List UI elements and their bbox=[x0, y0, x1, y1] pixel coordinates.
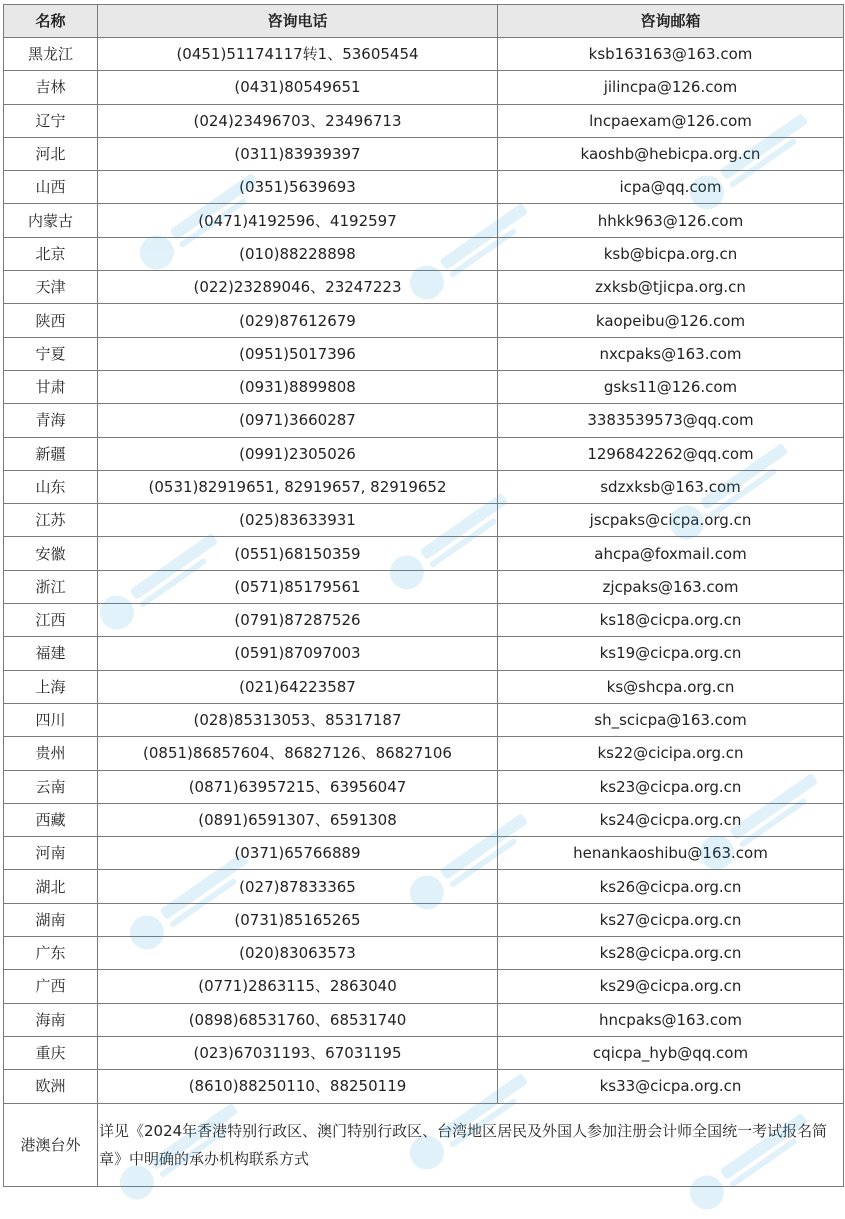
email-cell: ks23@cicpa.org.cn bbox=[498, 770, 844, 803]
table-row bbox=[4, 271, 844, 304]
email-cell: hhkk963@126.com bbox=[498, 204, 844, 237]
table-row bbox=[4, 737, 844, 770]
email-cell: ks28@cicpa.org.cn bbox=[498, 937, 844, 970]
email-cell: ahcpa@foxmail.com bbox=[498, 537, 844, 570]
region-name-cell: 新疆 bbox=[4, 437, 98, 470]
table-row bbox=[4, 770, 844, 803]
region-name-cell: 湖南 bbox=[4, 903, 98, 936]
phone-cell: (0471)4192596、4192597 bbox=[98, 204, 498, 237]
table-row bbox=[4, 504, 844, 537]
email-cell: ks22@cicipa.org.cn bbox=[498, 737, 844, 770]
region-name-cell: 浙江 bbox=[4, 570, 98, 603]
email-cell: ksb@bicpa.org.cn bbox=[498, 237, 844, 270]
email-cell: ks26@cicpa.org.cn bbox=[498, 870, 844, 903]
table-row bbox=[4, 1070, 844, 1103]
region-name-cell: 北京 bbox=[4, 237, 98, 270]
region-name-cell: 上海 bbox=[4, 670, 98, 703]
email-cell: hncpaks@163.com bbox=[498, 1003, 844, 1036]
region-name-cell: 广西 bbox=[4, 970, 98, 1003]
phone-cell: (0951)5017396 bbox=[98, 337, 498, 370]
email-cell: sh_scicpa@163.com bbox=[498, 703, 844, 736]
phone-cell: (028)85313053、85317187 bbox=[98, 703, 498, 736]
region-name-cell: 欧洲 bbox=[4, 1070, 98, 1103]
region-name-cell: 天津 bbox=[4, 271, 98, 304]
email-cell: 3383539573@qq.com bbox=[498, 404, 844, 437]
region-name-cell: 广东 bbox=[4, 937, 98, 970]
phone-cell: (0551)68150359 bbox=[98, 537, 498, 570]
header-phone: 咨询电话 bbox=[98, 5, 498, 38]
region-name-cell: 山东 bbox=[4, 470, 98, 503]
table-row bbox=[4, 437, 844, 470]
table-header-row bbox=[4, 5, 844, 38]
table-row bbox=[4, 637, 844, 670]
region-name-cell: 西藏 bbox=[4, 803, 98, 836]
email-cell: cqicpa_hyb@qq.com bbox=[498, 1036, 844, 1069]
region-name-cell: 山西 bbox=[4, 171, 98, 204]
phone-cell: (0771)2863115、2863040 bbox=[98, 970, 498, 1003]
region-name-cell: 河北 bbox=[4, 137, 98, 170]
email-cell: kaoshb@hebicpa.org.cn bbox=[498, 137, 844, 170]
contact-table bbox=[3, 4, 844, 1187]
phone-cell: (0451)51174117转1、53605454 bbox=[98, 38, 498, 71]
table-row bbox=[4, 903, 844, 936]
email-cell: ks27@cicpa.org.cn bbox=[498, 903, 844, 936]
phone-cell: (0311)83939397 bbox=[98, 137, 498, 170]
region-name-cell: 黑龙江 bbox=[4, 38, 98, 71]
phone-cell: (0571)85179561 bbox=[98, 570, 498, 603]
footer-region-cell: 港澳台外 bbox=[4, 1103, 98, 1186]
table-body bbox=[4, 38, 844, 1104]
phone-cell: (024)23496703、23496713 bbox=[98, 104, 498, 137]
table-row bbox=[4, 171, 844, 204]
table-row bbox=[4, 337, 844, 370]
region-name-cell: 吉林 bbox=[4, 71, 98, 104]
phone-cell: (010)88228898 bbox=[98, 237, 498, 270]
table-row bbox=[4, 304, 844, 337]
phone-cell: (029)87612679 bbox=[98, 304, 498, 337]
table-row bbox=[4, 570, 844, 603]
table-row bbox=[4, 604, 844, 637]
table-row bbox=[4, 537, 844, 570]
footer-row bbox=[4, 1103, 844, 1186]
table-row bbox=[4, 38, 844, 71]
table-row bbox=[4, 970, 844, 1003]
header-email: 咨询邮箱 bbox=[498, 5, 844, 38]
region-name-cell: 云南 bbox=[4, 770, 98, 803]
email-cell: sdzxksb@163.com bbox=[498, 470, 844, 503]
phone-cell: (0971)3660287 bbox=[98, 404, 498, 437]
region-name-cell: 江苏 bbox=[4, 504, 98, 537]
table-row bbox=[4, 104, 844, 137]
email-cell: zjcpaks@163.com bbox=[498, 570, 844, 603]
phone-cell: (0351)5639693 bbox=[98, 171, 498, 204]
email-cell: jscpaks@cicpa.org.cn bbox=[498, 504, 844, 537]
table-row bbox=[4, 837, 844, 870]
email-cell: gsks11@126.com bbox=[498, 370, 844, 403]
table-row bbox=[4, 937, 844, 970]
phone-cell: (025)83633931 bbox=[98, 504, 498, 537]
phone-cell: (0531)82919651, 82919657, 82919652 bbox=[98, 470, 498, 503]
phone-cell: (0791)87287526 bbox=[98, 604, 498, 637]
table-row bbox=[4, 803, 844, 836]
region-name-cell: 安徽 bbox=[4, 537, 98, 570]
phone-cell: (0591)87097003 bbox=[98, 637, 498, 670]
phone-cell: (0991)2305026 bbox=[98, 437, 498, 470]
table-row bbox=[4, 370, 844, 403]
table-row bbox=[4, 237, 844, 270]
email-cell: jilincpa@126.com bbox=[498, 71, 844, 104]
table-row bbox=[4, 71, 844, 104]
table-row bbox=[4, 137, 844, 170]
phone-cell: (0431)80549651 bbox=[98, 71, 498, 104]
region-name-cell: 贵州 bbox=[4, 737, 98, 770]
region-name-cell: 重庆 bbox=[4, 1036, 98, 1069]
phone-cell: (0931)8899808 bbox=[98, 370, 498, 403]
phone-cell: (0898)68531760、68531740 bbox=[98, 1003, 498, 1036]
phone-cell: (022)23289046、23247223 bbox=[98, 271, 498, 304]
table-row bbox=[4, 703, 844, 736]
email-cell: kaopeibu@126.com bbox=[498, 304, 844, 337]
email-cell: ksb163163@163.com bbox=[498, 38, 844, 71]
email-cell: ks18@cicpa.org.cn bbox=[498, 604, 844, 637]
table-row bbox=[4, 204, 844, 237]
phone-cell: (0891)6591307、6591308 bbox=[98, 803, 498, 836]
email-cell: ks19@cicpa.org.cn bbox=[498, 637, 844, 670]
region-name-cell: 辽宁 bbox=[4, 104, 98, 137]
phone-cell: (021)64223587 bbox=[98, 670, 498, 703]
phone-cell: (027)87833365 bbox=[98, 870, 498, 903]
table-row bbox=[4, 870, 844, 903]
email-cell: icpa@qq.com bbox=[498, 171, 844, 204]
email-cell: zxksb@tjicpa.org.cn bbox=[498, 271, 844, 304]
phone-cell: (0371)65766889 bbox=[98, 837, 498, 870]
email-cell: lncpaexam@126.com bbox=[498, 104, 844, 137]
region-name-cell: 宁夏 bbox=[4, 337, 98, 370]
phone-cell: (0851)86857604、86827126、86827106 bbox=[98, 737, 498, 770]
email-cell: ks33@cicpa.org.cn bbox=[498, 1070, 844, 1103]
region-name-cell: 河南 bbox=[4, 837, 98, 870]
region-name-cell: 福建 bbox=[4, 637, 98, 670]
region-name-cell: 湖北 bbox=[4, 870, 98, 903]
region-name-cell: 陕西 bbox=[4, 304, 98, 337]
region-name-cell: 甘肃 bbox=[4, 370, 98, 403]
table-row bbox=[4, 404, 844, 437]
phone-cell: (8610)88250110、88250119 bbox=[98, 1070, 498, 1103]
phone-cell: (0731)85165265 bbox=[98, 903, 498, 936]
email-cell: ks24@cicpa.org.cn bbox=[498, 803, 844, 836]
table-row bbox=[4, 1036, 844, 1069]
phone-cell: (023)67031193、67031195 bbox=[98, 1036, 498, 1069]
region-name-cell: 江西 bbox=[4, 604, 98, 637]
email-cell: ks29@cicpa.org.cn bbox=[498, 970, 844, 1003]
email-cell: 1296842262@qq.com bbox=[498, 437, 844, 470]
footer-note-cell: 详见《2024年香港特别行政区、澳门特别行政区、台湾地区居民及外国人参加注册会计师全国统一考试报名简章》中明确的承办机构联系方式 bbox=[98, 1103, 844, 1186]
email-cell: nxcpaks@163.com bbox=[498, 337, 844, 370]
phone-cell: (0871)63957215、63956047 bbox=[98, 770, 498, 803]
phone-cell: (020)83063573 bbox=[98, 937, 498, 970]
region-name-cell: 青海 bbox=[4, 404, 98, 437]
region-name-cell: 内蒙古 bbox=[4, 204, 98, 237]
region-name-cell: 四川 bbox=[4, 703, 98, 736]
table-row bbox=[4, 670, 844, 703]
table-row bbox=[4, 470, 844, 503]
email-cell: ks@shcpa.org.cn bbox=[498, 670, 844, 703]
region-name-cell: 海南 bbox=[4, 1003, 98, 1036]
table-row bbox=[4, 1003, 844, 1036]
header-name: 名称 bbox=[4, 5, 98, 38]
email-cell: henankaoshibu@163.com bbox=[498, 837, 844, 870]
